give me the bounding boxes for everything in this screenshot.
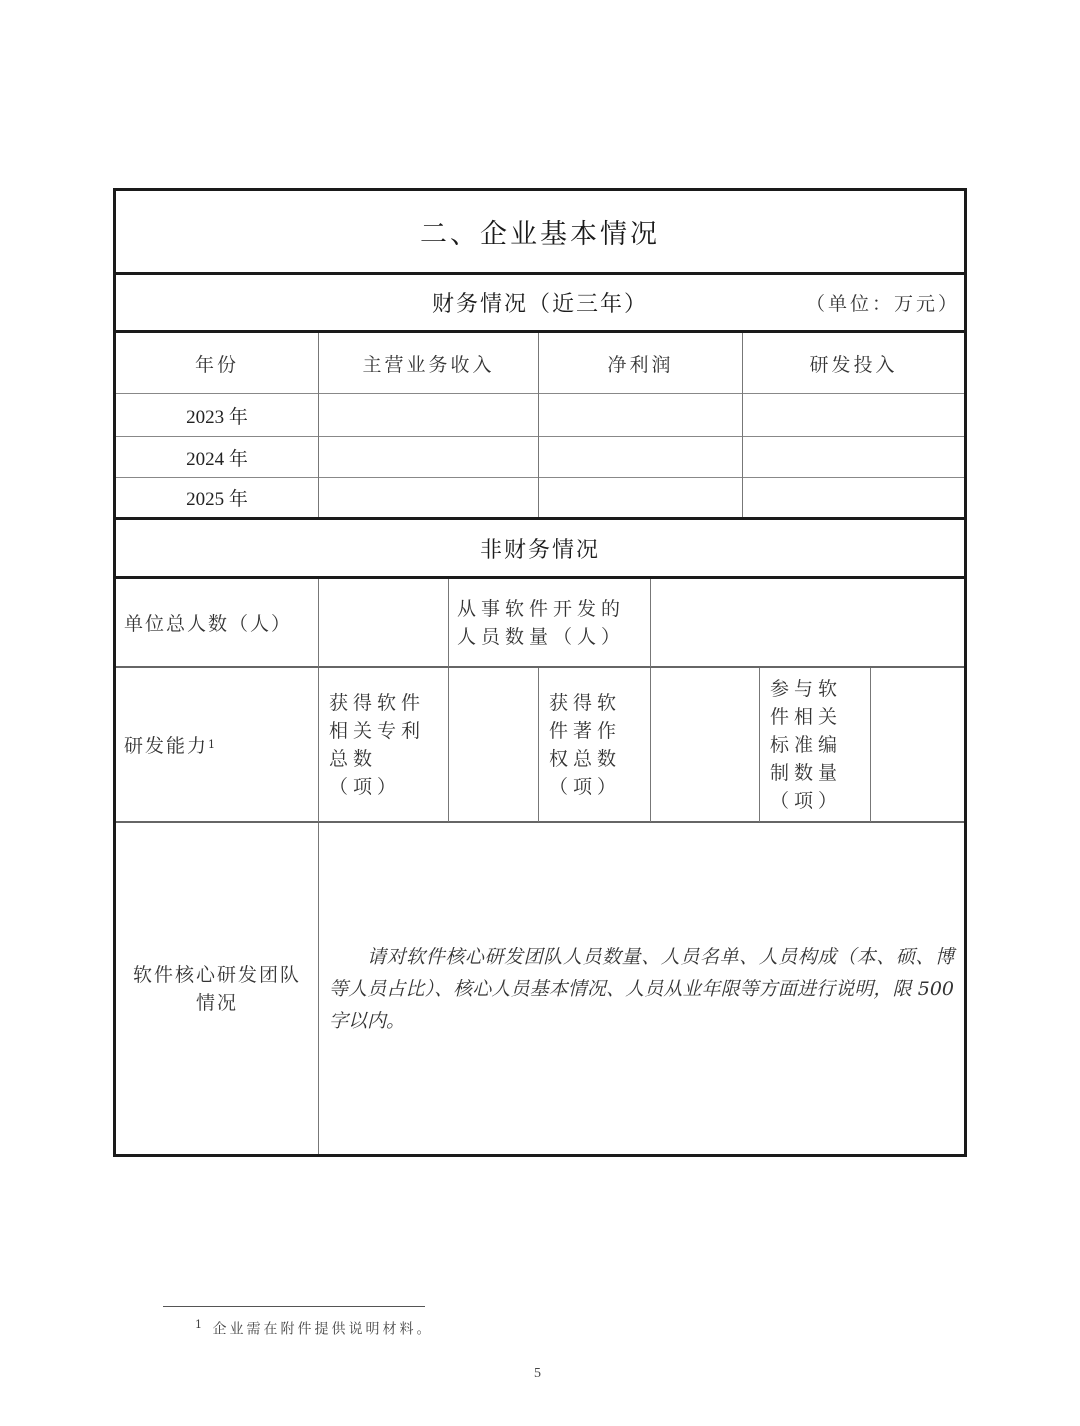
col-header-revenue: 主营业务收入 bbox=[362, 353, 495, 376]
section-title: 二、企业基本情况 bbox=[420, 219, 660, 250]
col-header-net-profit: 净利润 bbox=[607, 353, 674, 376]
standards-input[interactable] bbox=[871, 668, 964, 821]
rd-investment-2025-input[interactable] bbox=[743, 478, 964, 517]
team-instruction: 请对软件核心研发团队人员数量、人员名单、人员构成（本、硕、博等人员占比）、核心人员基本情况、人员从业年限等方面进行说明，限 500 字以内。 bbox=[329, 945, 954, 1032]
rd-ability-text: 研发能力 bbox=[124, 735, 209, 757]
finance-title: 财务情况（近三年） bbox=[431, 292, 648, 317]
year-2025: 2025 年 bbox=[186, 489, 248, 510]
total-staff-input[interactable] bbox=[319, 579, 448, 666]
footnote bbox=[195, 1318, 433, 1339]
year-2024: 2024 年 bbox=[186, 448, 248, 470]
year-2023: 2023 年 bbox=[186, 406, 248, 428]
footnote-marker: 1 bbox=[195, 1318, 205, 1331]
revenue-2023-input[interactable] bbox=[319, 394, 538, 436]
unit-label: （单位：万元） bbox=[805, 293, 960, 315]
non-finance-title: 非财务情况 bbox=[479, 537, 600, 563]
patents-label: 获得软件相关专利总数（项） bbox=[329, 691, 426, 798]
copyrights-input[interactable] bbox=[651, 668, 759, 821]
team-description-field[interactable] bbox=[319, 823, 964, 1154]
revenue-2025-input[interactable] bbox=[319, 478, 538, 517]
page-number: 5 bbox=[534, 1366, 541, 1381]
rd-investment-2023-input[interactable] bbox=[743, 394, 964, 436]
standards-label: 参与软件相关标准编制数量（项） bbox=[770, 677, 843, 812]
dev-staff-input[interactable] bbox=[651, 579, 964, 666]
total-staff-label: 单位总人数（人） bbox=[124, 613, 293, 635]
net-profit-2023-input[interactable] bbox=[539, 394, 742, 436]
patents-input[interactable] bbox=[449, 668, 538, 821]
col-header-rd-investment: 研发投入 bbox=[809, 353, 898, 376]
team-label: 软件核心研发团队情况 bbox=[132, 963, 301, 1014]
footnote-ref: 1 bbox=[208, 738, 218, 751]
col-header-year: 年份 bbox=[194, 353, 239, 376]
net-profit-2024-input[interactable] bbox=[539, 437, 742, 477]
revenue-2024-input[interactable] bbox=[319, 437, 538, 477]
footnote-separator bbox=[163, 1306, 425, 1307]
net-profit-2025-input[interactable] bbox=[539, 478, 742, 517]
copyrights-label: 获得软件著作权总数（项） bbox=[549, 691, 622, 798]
rd-investment-2024-input[interactable] bbox=[743, 437, 964, 477]
dev-staff-label: 从事软件开发的人员数量（人） bbox=[457, 597, 626, 648]
rd-ability-label bbox=[116, 668, 318, 821]
footnote-text: 企业需在附件提供说明材料。 bbox=[212, 1321, 434, 1338]
